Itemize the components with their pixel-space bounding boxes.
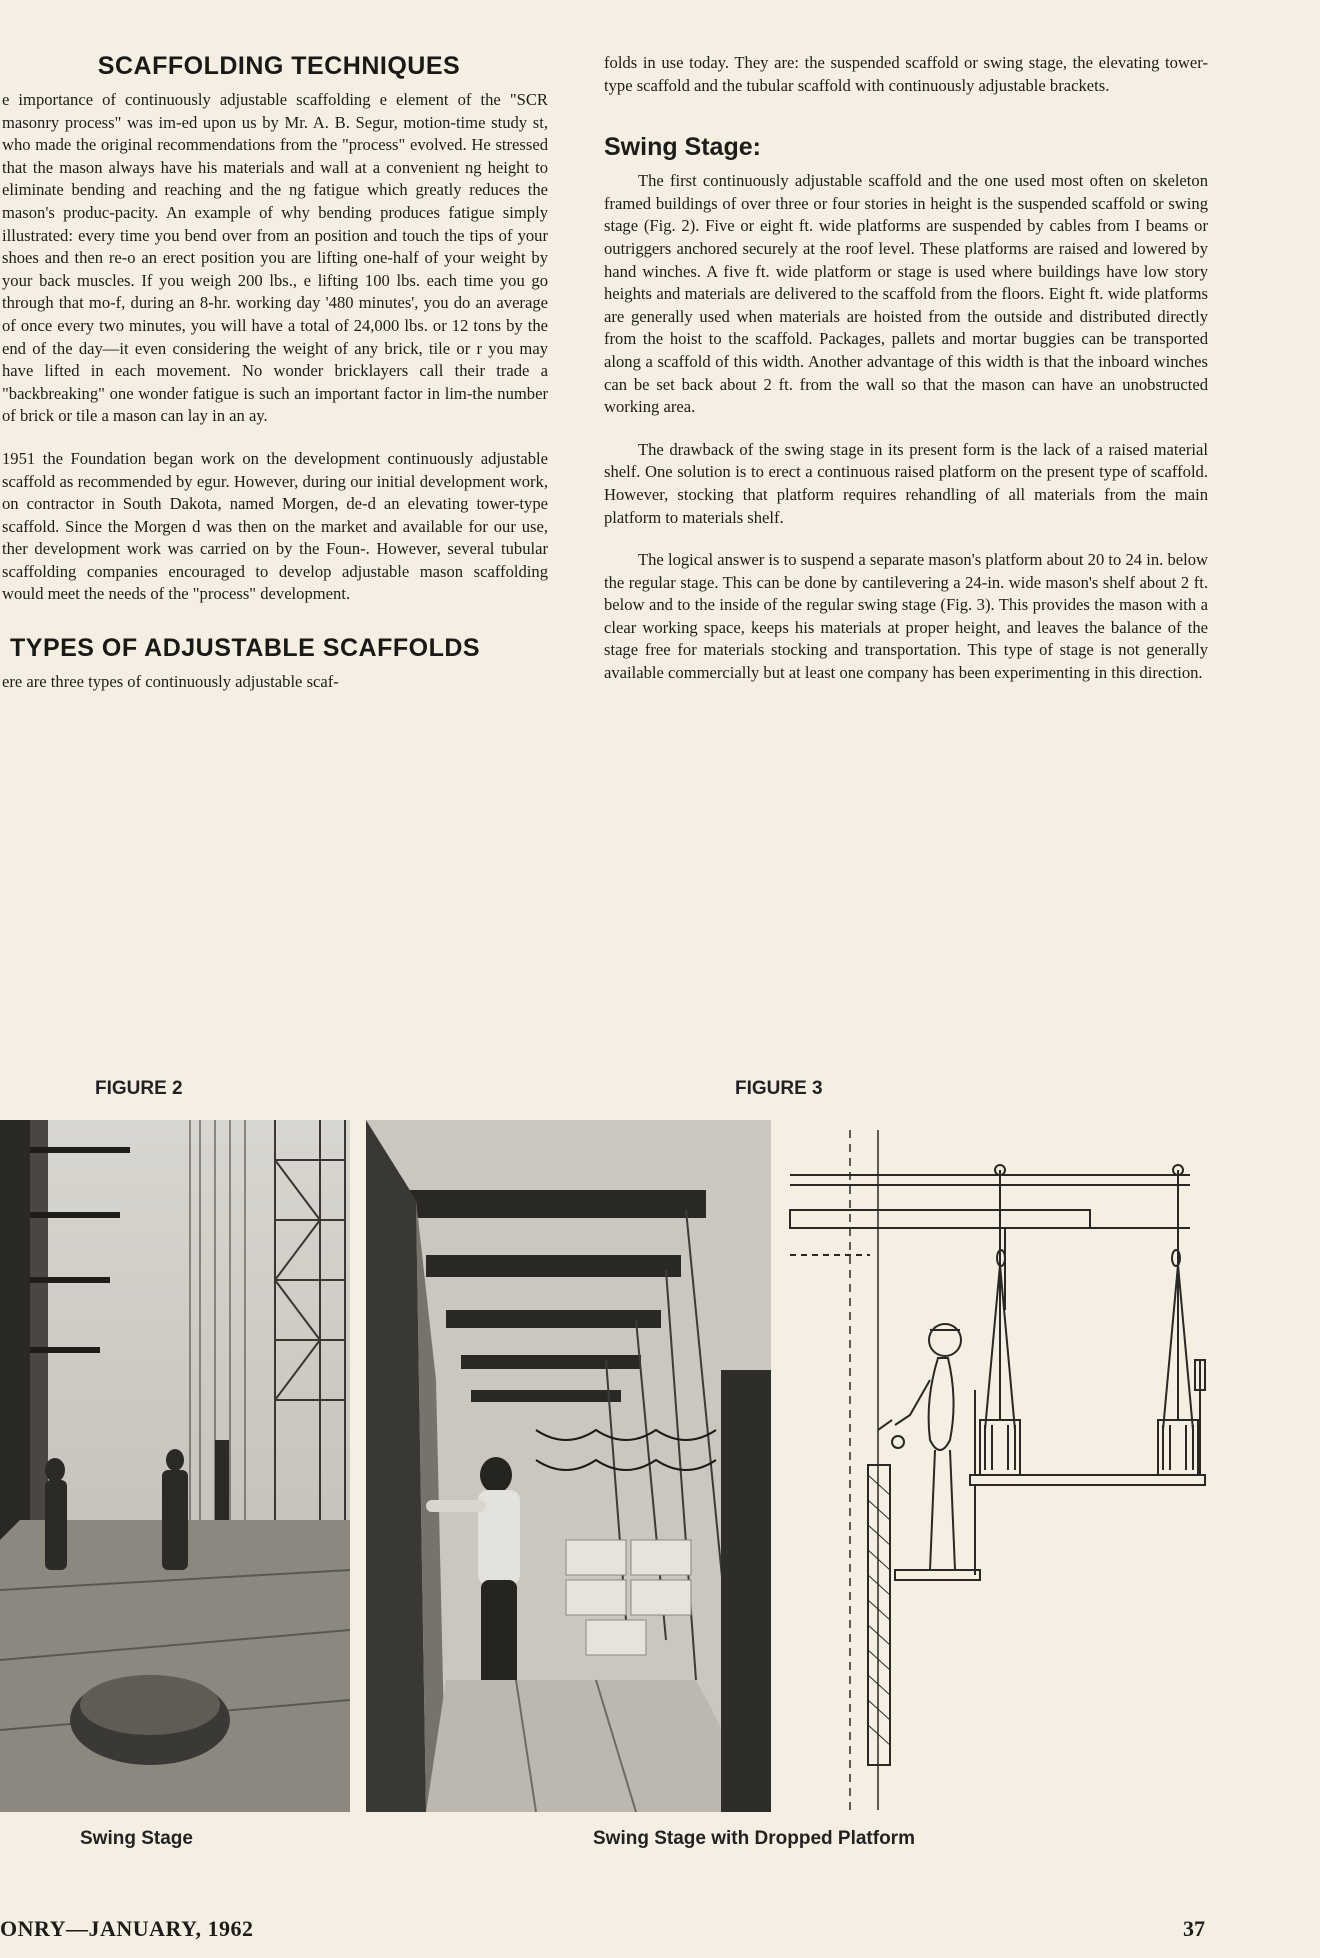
swing-stage-mason-photo-illustration [366,1120,771,1812]
subheading-swing-stage: Swing Stage: [604,133,761,162]
right-paragraph-3: The logical answer is to suspend a separate mason's platform about 20 to 24 in. below the regular stage. This can be done by cantilevering a 24-in. wide mason's shelf about 2 ft. below and to the inside of the regular swing stage (Fig. 3). This provides the mason with a clear working space, keeps his materials at proper height, and leaves the balance of the stage free for materials stocking and transportation. This type of stage is not generally available commercially but at least one company has been experimenting in this direction. [604,550,1208,683]
figure-2-caption: Swing Stage [80,1828,193,1849]
right-paragraph-2: The drawback of the swing stage in its present form is the lack of a raised material shelf. One solution is to erect a continuous raised platform on the present type of scaffold. However, stocking that platform requires rehandling of all materials from the main platform to materials shelf. [604,439,1208,527]
page-number: 37 [1183,1916,1205,1941]
right-paragraph-1: The first continuously adjustable scaffold and the one used most often on skeleton framed buildings of over three or four stories in height is the suspended scaffold or swing stage (Fig. 2). Five or eight ft. wide platforms are suspended by cables from I beams or outriggers anchored securely at the roof level. These platforms are raised and lowered by hand winches. A five ft. wide platform or stage is used where buildings have low story heights and materials are delivered to the scaffold from the floors. Eight ft. wide platforms are generally used when materials are hoisted from the outside and distributed directly from the hoist to the scaffold. Packages, pallets and mortar buggies can be transported along a scaffold of this width. Another advantage of this width is that the inboard winches can be set back about 2 ft. from the wall so that the mason can have an unobstructed working area. [604,171,1208,417]
dropped-platform-diagram [780,1130,1220,1820]
right-column [604,52,1208,705]
heading-scaffolding-techniques: SCAFFOLDING TECHNIQUES [97,52,461,80]
right-paragraph-0: folds in use today. They are: the suspended scaffold or swing stage, the elevating tower-type scaffold and the tubular scaffold with continuously adjustable brackets. [604,53,1208,95]
figure-3-caption: Swing Stage with Dropped Platform [593,1828,915,1849]
left-column [0,52,548,714]
swing-stage-photo-illustration [0,1120,350,1812]
left-paragraph-1: e importance of continuously adjustable scaffolding e element of the "SCR masonry process" was im-ed upon us by Mr. A. B. Segur, motion-time study st, who made the original recommendations from the "process" evolved. He stressed that the mason always have his materials and wall at a convenient ng height to eliminate bending and reaching and the ng fatigue which greatly reduces the mason's produc-pacity. An example of why bending produces fatigue simply illustrated: every time you bend over from an position and touch the tips of your shoes and then re-o an erect position you are lifting one-half of your weight by your back muscles. If you weigh 200 lbs., e lifting 100 lbs. each time you go through that mo-f, during an 8-hr. working day '480 minutes', you do an average of once every two minutes, you will have a total of 24,000 lbs. or 12 tons by the end of the day—it even considering the weight of any brick, tile or r you may have lifted in each movement. No wonder bricklayers call their trade a "backbreaking" one wonder fatigue is such an important factor in lim-the number of brick or tile a mason can lay in an ay. [2,90,548,426]
left-paragraph-2: 1951 the Foundation began work on the development continuously adjustable scaffold as recommended by egur. However, during our initial development work, on contractor in South Dakota, named Morgen, de-d an elevating tower-type scaffold. Since the Morgen d was then on the market and available for our use, ther development work was carried on by the Foun-. However, several tubular scaffolding companies encouraged to develop adjustable mason scaffolding would meet the needs of the "process" development. [2,448,548,604]
figure-2-label: FIGURE 2 [95,1078,183,1099]
figure-2-photo-second [366,1120,771,1812]
figure-3-label: FIGURE 3 [735,1078,823,1099]
figure-3-diagram [780,1130,1220,1820]
footer-publication-date: ONRY—JANUARY, 1962 [0,1916,254,1941]
figure-2-photo [0,1120,350,1812]
heading-types-of-adjustable-scaffolds: TYPES OF ADJUSTABLE SCAFFOLDS [10,634,481,663]
left-paragraph-3: ere are three types of continuously adjustable scaf- [2,672,339,692]
